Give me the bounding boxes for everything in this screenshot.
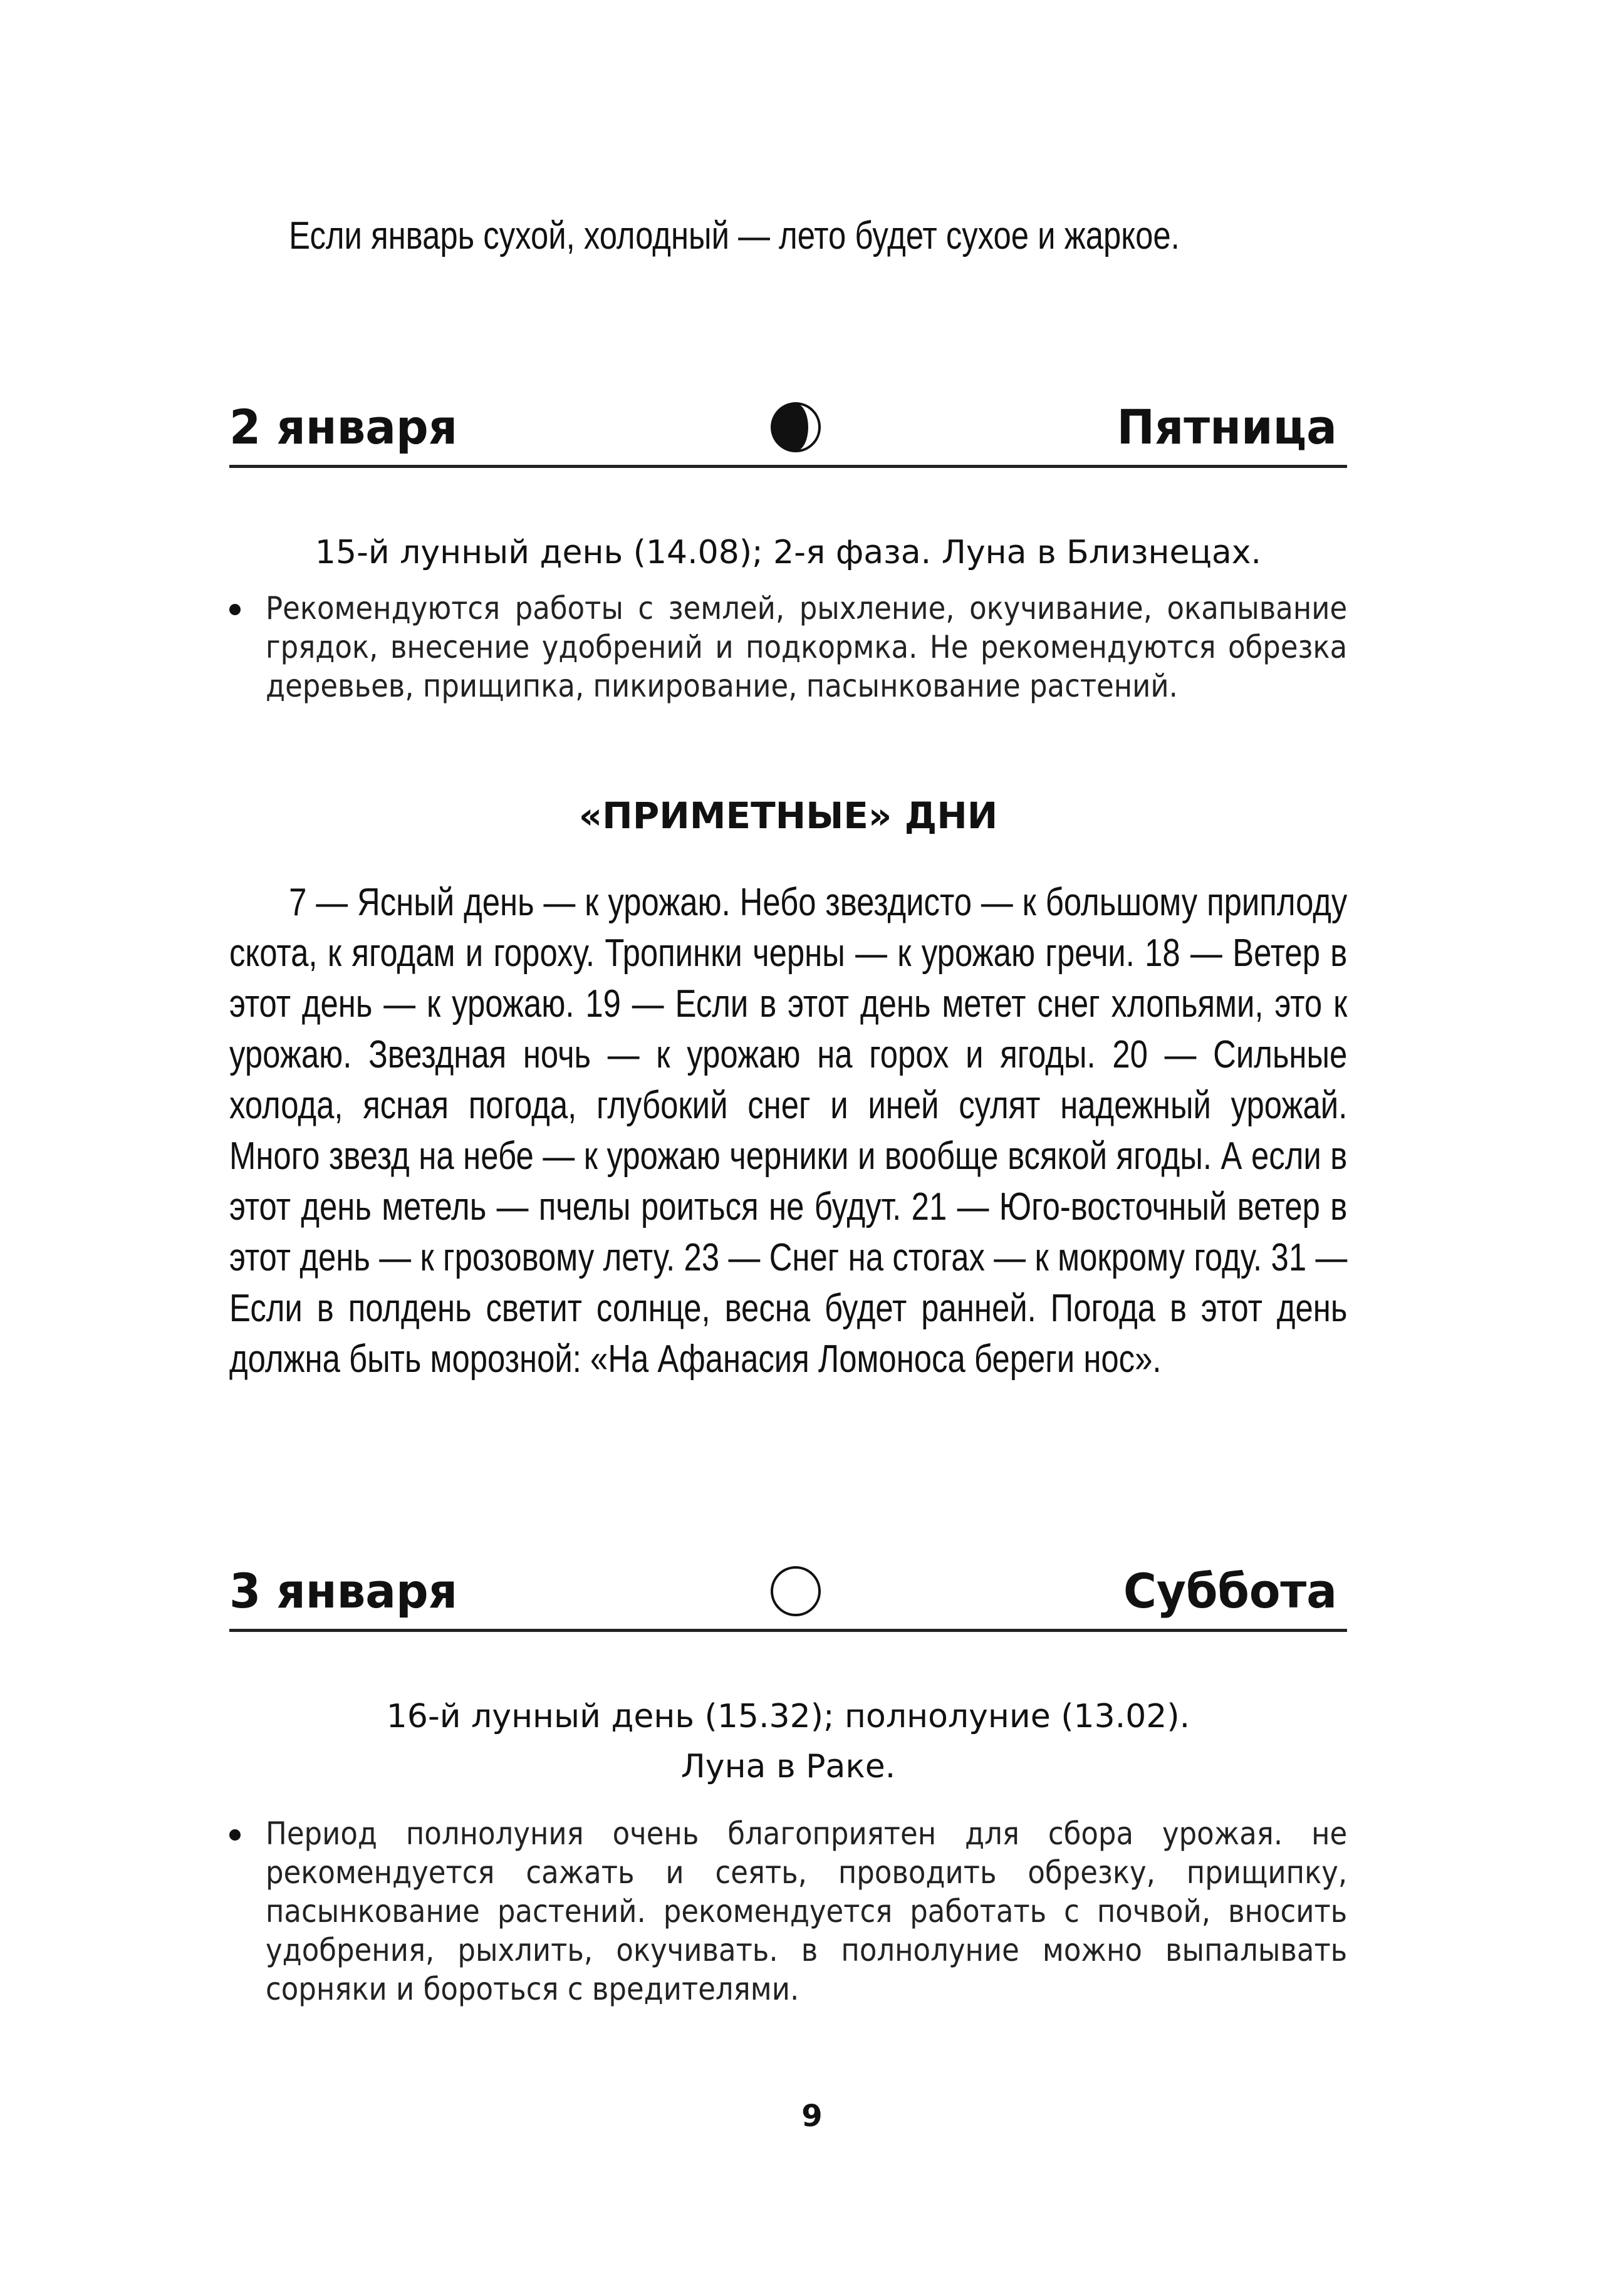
notable-days-text: 7 — Ясный день — к урожаю. Небо звездисто — к большому приплоду скота, к ягодам и гороху. Тропинки черны — к урожаю гречи. 18 — Ветер в этот день — к урожаю. 19 — Если в этот день метет снег хлопьями, это к урожаю. Звездная ночь — к урожаю на горох и ягоды. 20 — Сильные холода, ясная погода, глубокий снег и иней сулят надежный урожай. Много звезд на небе — к урожаю черники и вообще всякой ягоды. А если в этот день метель — пчелы роиться не будут. 21 — Юго-восточный ветер в этот день — к грозовому лету. 23 — Снег на стогах — к мокрому году. 31 — Если в полдень светит солнце, весна будет ранней. Погода в этот день должна быть морозной: «На Афанасия Ломоноса береги нос». — [229, 881, 1348, 1381]
day-header-jan-3 — [229, 1560, 1347, 1632]
day-date: 3 января — [229, 1563, 458, 1619]
notable-days-heading: «ПРИМЕТНЫЕ» ДНИ — [578, 794, 998, 837]
day-date: 2 января — [229, 399, 458, 455]
lunar-info: 16-й лунный день (15.32); полнолуние (13.02). Луна в Раке. — [386, 1698, 1190, 1785]
full-moon-icon — [769, 1565, 822, 1618]
bullet-icon — [229, 1829, 241, 1841]
bullet-icon — [229, 604, 241, 615]
day-weekday: Пятница — [1116, 399, 1337, 455]
recommendation-text: Период полнолуния очень благоприятен для сбора урожая. не рекомендуется сажать и сеять, проводить обрезку, прищипку, пасынкование растений. рекомендуется работать с почвой, вносить удобрения, рыхлить, окучивать. в полнолуние можно выпалывать сорняки и бороться с вредителями. — [266, 1816, 1348, 2007]
recommendation-text: Рекомендуются работы с землей, рыхление, окучивание, окапывание грядок, внесение удобрений и подкормка. Не рекомендуются обрезка деревьев, прищипка, пикирование, пасынкование растений. — [266, 590, 1348, 704]
recommendation-item — [229, 1814, 1347, 2008]
day-weekday: Суббота — [1123, 1563, 1337, 1619]
page-number: 9 — [801, 2099, 823, 2134]
day-header-jan-2 — [229, 396, 1347, 468]
lunar-info: 15-й лунный день (14.08); 2-я фаза. Луна в Близнецах. — [315, 534, 1262, 571]
recommendation-item — [229, 589, 1347, 705]
waxing-moon-icon — [769, 401, 822, 454]
intro-paragraph: Если январь сухой, холодный — лето будет сухое и жаркое. — [289, 214, 1180, 257]
